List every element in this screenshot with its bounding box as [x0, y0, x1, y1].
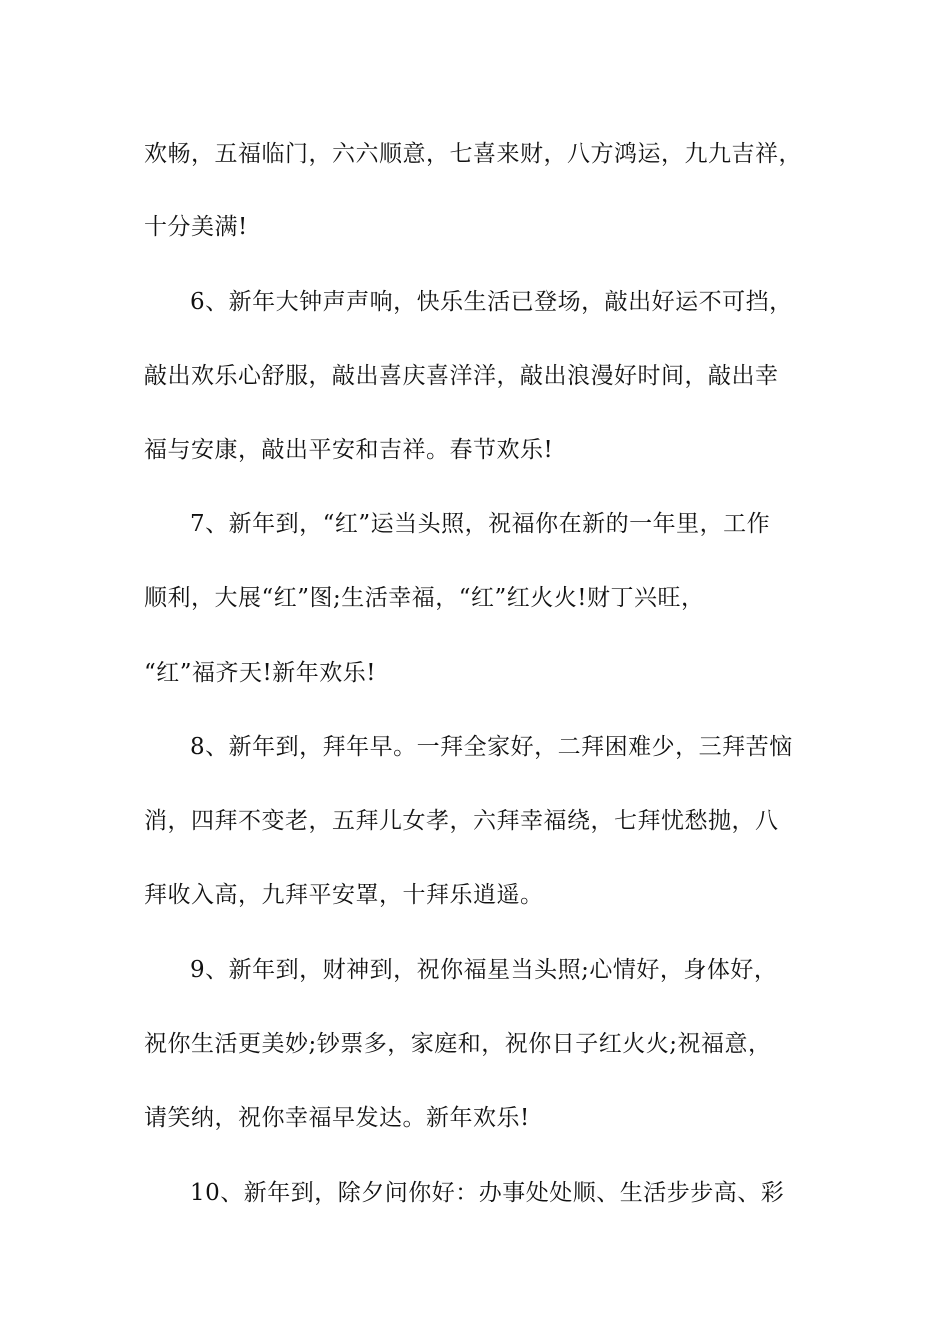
- text-line: “红”福齐天!新年欢乐!: [144, 660, 377, 686]
- text-line: 9、新年到，财神到，祝你福星当头照;心情好，身体好，: [190, 957, 778, 983]
- text-line: 顺利，大展“红”图;生活幸福，“红”红火火!财丁兴旺，: [144, 585, 705, 611]
- text-line: 消，四拜不变老，五拜儿女孝，六拜幸福绕，七拜忧愁抛，八: [144, 808, 779, 834]
- text-line: 拜收入高，九拜平安罩，十拜乐逍遥。: [144, 882, 544, 908]
- text-line: 6、新年大钟声声响，快乐生活已登场，敲出好运不可挡，: [190, 289, 793, 315]
- text-line: 7、新年到，“红”运当头照，祝福你在新的一年里，工作: [190, 511, 771, 537]
- text-line: 8、新年到，拜年早。一拜全家好，二拜困难少，三拜苦恼: [190, 734, 793, 760]
- text-line: 祝你生活更美妙;钞票多，家庭和，祝你日子红火火;祝福意，: [144, 1031, 772, 1057]
- text-line: 福与安康，敲出平安和吉祥。春节欢乐!: [144, 437, 554, 463]
- text-line: 敲出欢乐心舒服，敲出喜庆喜洋洋，敲出浪漫好时间，敲出幸: [144, 363, 779, 389]
- text-line: 欢畅，五福临门，六六顺意，七喜来财，八方鸿运，九九吉祥，: [144, 141, 802, 167]
- text-line: 十分美满!: [144, 214, 248, 240]
- text-line: 10、新年到，除夕问你好：办事处处顺、生活步步高、彩: [190, 1180, 785, 1206]
- text-line: 请笑纳，祝你幸福早发达。新年欢乐!: [144, 1105, 530, 1131]
